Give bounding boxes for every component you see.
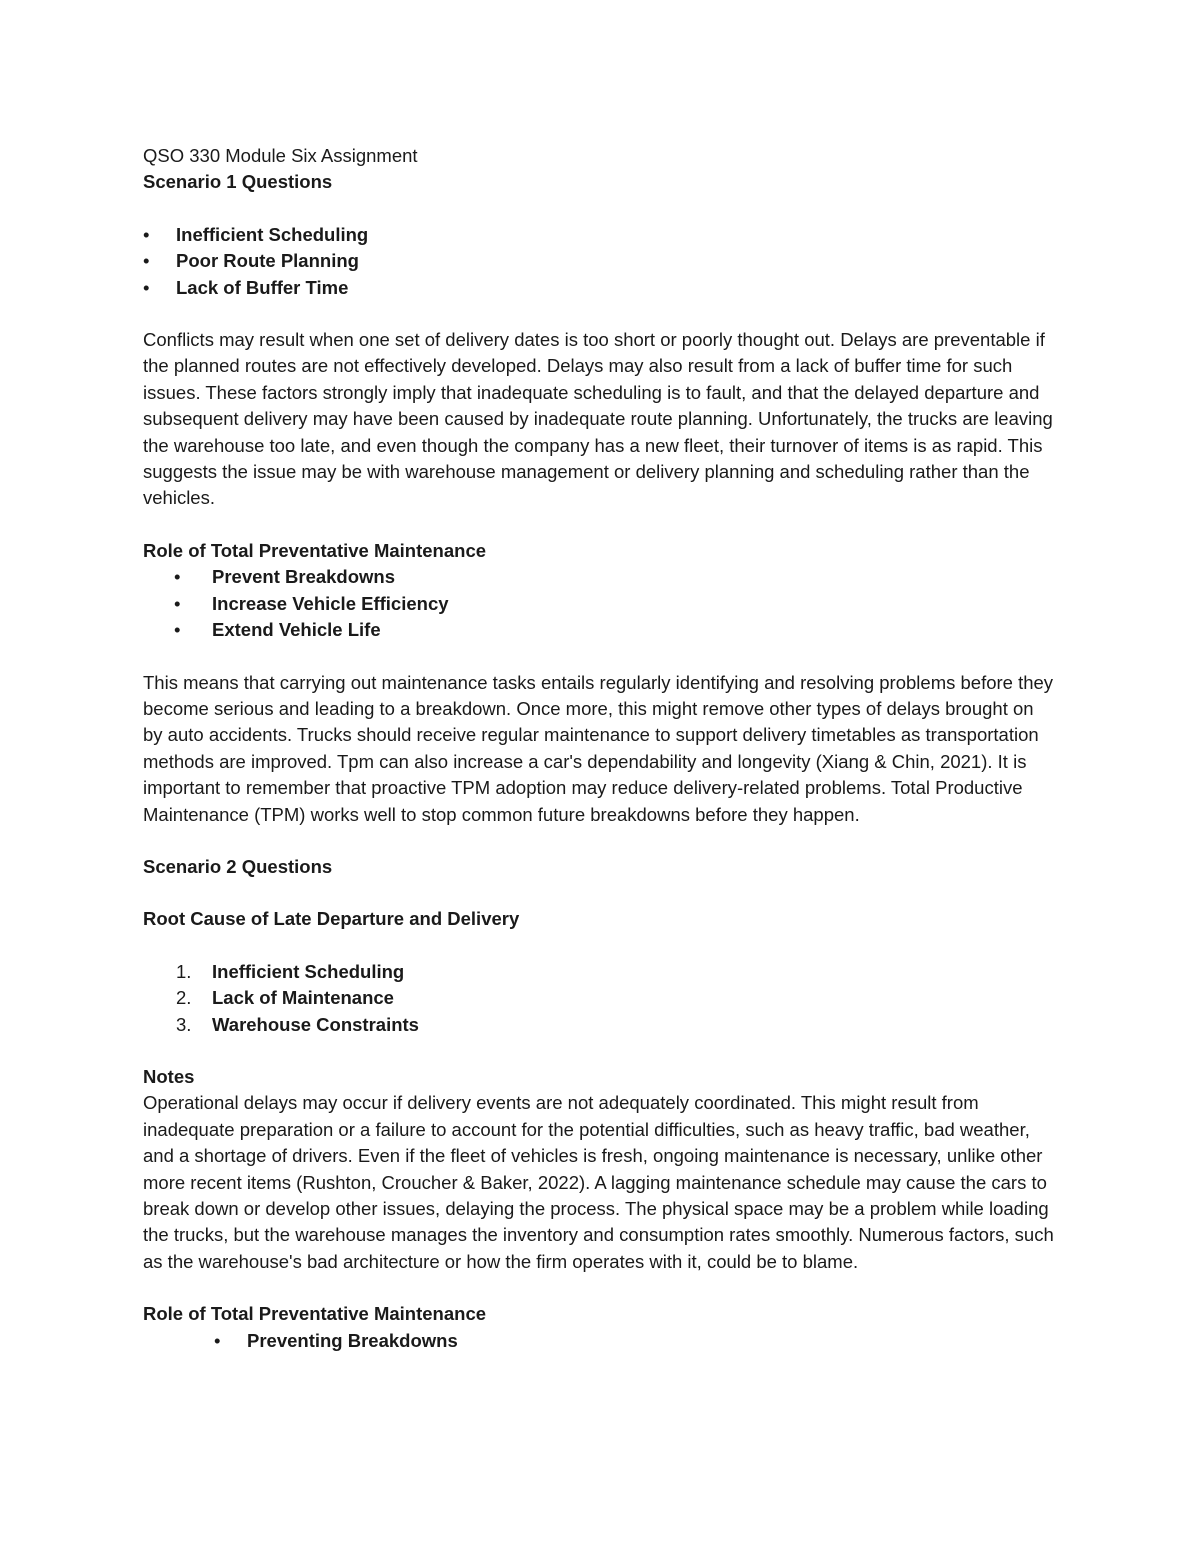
root-cause-heading: Root Cause of Late Departure and Delivery	[143, 908, 520, 930]
scenario1-heading: Scenario 1 Questions	[143, 171, 333, 193]
root-cause-list	[143, 959, 1058, 1038]
bullet-icon: •	[143, 276, 150, 298]
list-item	[143, 1012, 1058, 1038]
scenario2-tpm-list	[143, 1328, 1058, 1354]
list-item-label: Warehouse Constraints	[212, 1013, 419, 1035]
spacer	[143, 828, 1058, 854]
scenario2-tpm-heading: Role of Total Preventative Maintenance	[143, 1303, 487, 1325]
list-item	[143, 591, 1058, 617]
notes-heading: Notes	[143, 1065, 195, 1087]
list-item-label: Inefficient Scheduling	[176, 223, 369, 245]
list-number: 3.	[176, 1013, 192, 1035]
list-item-label: Poor Route Planning	[176, 250, 359, 272]
bullet-icon: •	[174, 592, 181, 614]
document-title: QSO 330 Module Six Assignment	[143, 145, 418, 166]
document-page	[143, 143, 1058, 1354]
spacer	[143, 1275, 1058, 1301]
list-item-label: Lack of Maintenance	[212, 987, 394, 1009]
list-item	[143, 985, 1058, 1011]
notes-paragraph: Operational delays may occur if delivery events are not adequately coordinated. This might result from inadequate preparation or a failure to account for the potential difficulties, such as heavy traffic, bad weather, and a shortage of drivers. Even if the fleet of vehicles is fresh, ongoing maintenance is necessary, unlike other more recent items (Rushton, Croucher & Baker, 2022). A lagging maintenance schedule may cause the cars to break down or develop other issues, delaying the process. The physical space may be a problem while loading the trucks, but the warehouse manages the inventory and consumption rates smoothly. Numerous factors, such as the warehouse's bad architecture or how the firm operates with it, could be to blame.	[143, 1092, 1054, 1272]
spacer	[143, 512, 1058, 538]
spacer	[143, 196, 1058, 222]
scenario1-tpm-paragraph: This means that carrying out maintenance tasks entails regularly identifying and resolving problems before they become serious and leading to a breakdown. Once more, this might remove other types of delays brought on by auto accidents. Trucks should receive regular maintenance to support delivery timetables as transportation methods are improved. Tpm can also increase a car's dependability and longevity (Xiang & Chin, 2021). It is important to remember that proactive TPM adoption may reduce delivery-related problems. Total Productive Maintenance (TPM) works well to stop common future breakdowns before they happen.	[143, 671, 1054, 825]
scenario2-heading: Scenario 2 Questions	[143, 855, 333, 877]
scenario1-paragraph: Conflicts may result when one set of delivery dates is too short or poorly thought out. Delays are preventable if the planned routes are not effectively developed. Delays may also result from a lack of buffer time for such issues. These factors strongly imply that inadequate scheduling is to fault, and that the delayed departure and subsequent delivery may have been caused by inadequate route planning. Unfortunately, the trucks are leaving the warehouse too late, and even though the company has a new fleet, their turnover of items is as rapid. This suggests the issue may be with warehouse management or delivery planning and scheduling rather than the vehicles.	[143, 329, 1053, 509]
list-item-label: Preventing Breakdowns	[247, 1329, 458, 1351]
bullet-icon: •	[174, 619, 181, 641]
scenario1-tpm-list	[143, 564, 1058, 643]
list-item	[143, 222, 1058, 248]
scenario1-tpm-heading: Role of Total Preventative Maintenance	[143, 539, 487, 561]
spacer	[143, 644, 1058, 670]
spacer	[143, 933, 1058, 959]
spacer	[143, 301, 1058, 327]
list-item	[143, 959, 1058, 985]
list-item-label: Extend Vehicle Life	[212, 619, 381, 641]
list-item-label: Increase Vehicle Efficiency	[212, 592, 449, 614]
list-item-label: Lack of Buffer Time	[176, 276, 349, 298]
scenario1-causes-list	[143, 222, 1058, 301]
bullet-icon: •	[143, 223, 150, 245]
spacer	[143, 1038, 1058, 1064]
list-item-label: Prevent Breakdowns	[212, 566, 396, 588]
bullet-icon: •	[143, 250, 150, 272]
list-item	[143, 275, 1058, 301]
list-number: 1.	[176, 960, 192, 982]
list-item	[143, 1328, 1058, 1354]
list-item	[143, 617, 1058, 643]
list-number: 2.	[176, 987, 192, 1009]
list-item	[143, 248, 1058, 274]
bullet-icon: •	[214, 1329, 221, 1351]
bullet-icon: •	[174, 566, 181, 588]
list-item-label: Inefficient Scheduling	[212, 960, 405, 982]
spacer	[143, 880, 1058, 906]
list-item	[143, 564, 1058, 590]
